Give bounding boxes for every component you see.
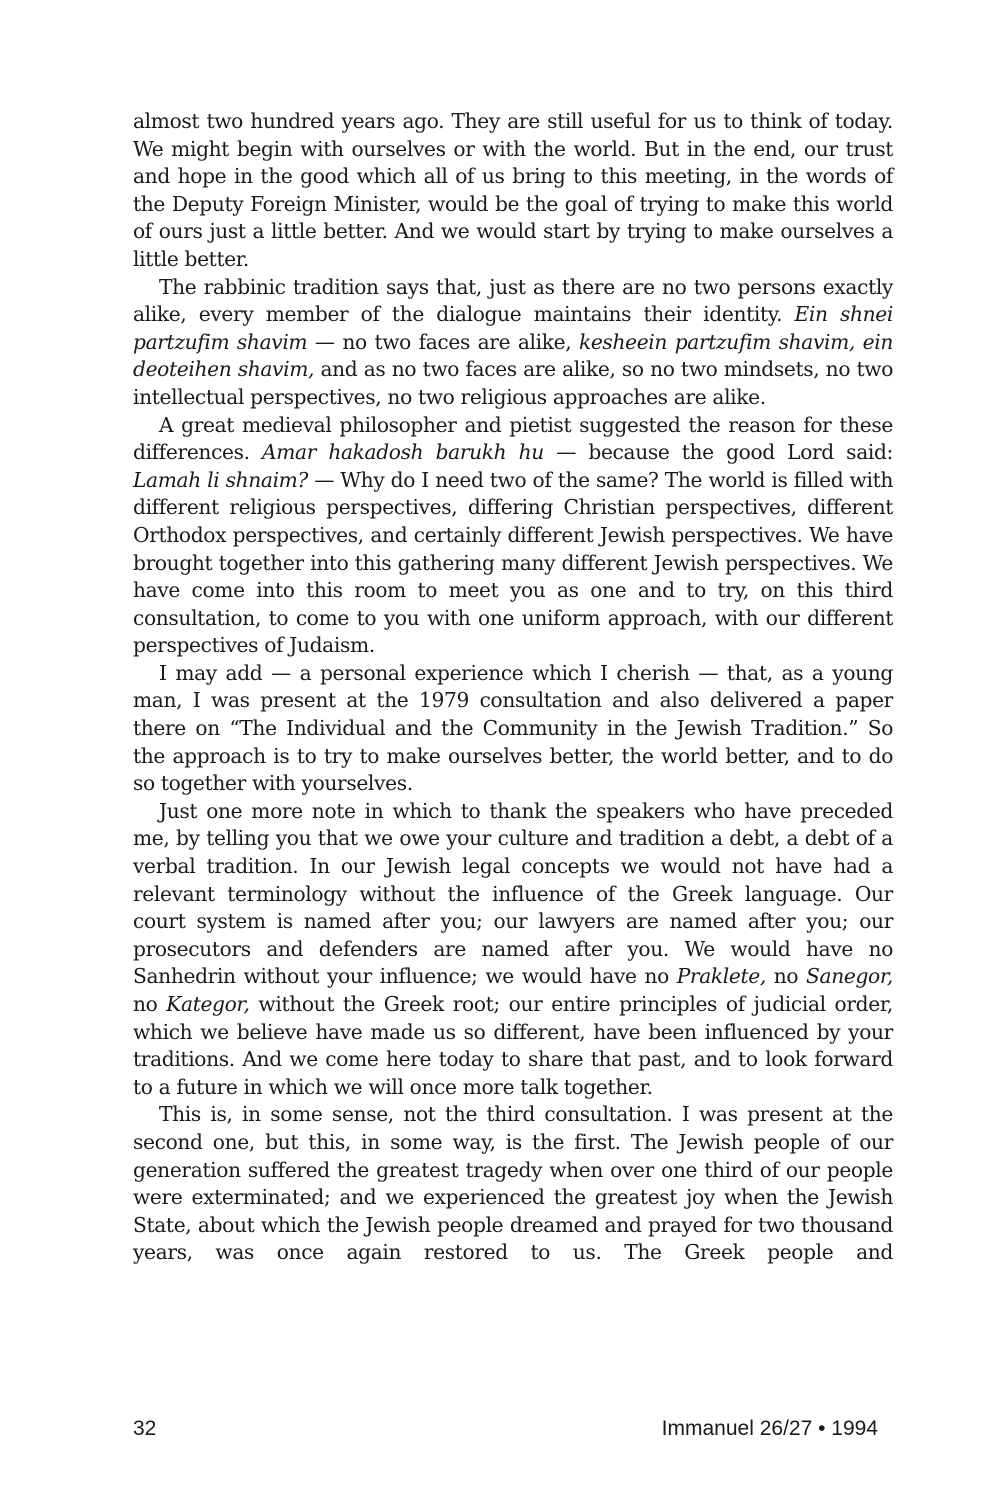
paragraph-3-text-2: — because the good Lord said: bbox=[543, 440, 894, 465]
paragraph-2-hebrew-phrase-2: kesheein partzufim shavim, ein deoteihen shavim, bbox=[133, 329, 893, 382]
paragraph-2-hebrew-phrase-1: Ein shnei partzufim shavim bbox=[133, 302, 893, 354]
paragraph-5 bbox=[133, 798, 893, 1102]
paragraph-5-term-sanegor: Sanegor, bbox=[806, 964, 893, 989]
paragraph-4 bbox=[133, 660, 893, 798]
paragraph-3-hebrew-phrase-2: Lamah li shnaim? bbox=[133, 467, 308, 492]
paragraph-1-text: almost two hundred years ago. They are still useful for us to think of today. We might begin with ourselves or with the world. But in the end, our trust and hope in the good which all of us bring to this meeting, in the words of the Deputy Foreign Minister, would be the goal of trying to make this world of ours just a little better. And we would start by trying to make ourselves a little better. bbox=[133, 109, 893, 271]
journal-footer: Immanuel 26/27 • 1994 bbox=[661, 1417, 878, 1440]
paragraph-3-hebrew-phrase-1: Amar hakadosh barukh hu bbox=[262, 440, 544, 465]
paragraph-3 bbox=[133, 412, 893, 660]
paragraph-2 bbox=[133, 274, 893, 412]
paragraph-1 bbox=[133, 108, 893, 274]
paragraph-3-text-1: A great medieval philosopher and pietist suggested the reason for these differences. bbox=[133, 412, 893, 465]
paragraph-4-text: I may add — a personal experience which I cherish — that, as a young man, I was present at the 1979 consultation and also delivered a paper there on “The Individual and the Community in the Jewish Tradition.” So the approach is to try to make ourselves better, the world better, and to do so together with yourselves. bbox=[133, 660, 893, 796]
paragraph-2-text-3: and as no two faces are alike, so no two mindsets, no two intellectual perspectives, no two religious approaches are alike. bbox=[133, 357, 893, 409]
paragraph-2-text-1: The rabbinic tradition says that, just as there are no two persons exactly alike, every member of the dialogue maintains their identity. bbox=[133, 274, 893, 327]
paragraph-5-term-praklete: Praklete, bbox=[676, 964, 766, 989]
paragraph-5-term-kategor: Kategor, bbox=[166, 992, 250, 1016]
paragraph-5-text-1: Just one more note in which to thank the speakers who have preceded me, by telling you that we owe your culture and tradition a debt, a debt of a verbal tradition. In our Jewish legal concepts we would not have had a relevant terminology without the influence of the Greek language. Our court system is named after you; our lawyers are named after you; our prosecutors and defenders are named after you. We would have no Sanhedrin without your influence; we would have no bbox=[133, 798, 893, 989]
body-text bbox=[133, 108, 893, 1267]
paragraph-5-text-4: without the Greek root; our entire principles of judicial order, which we believe have made us so different, have been influenced by your traditions. And we come here today to share that past, and to look forward to a future in which we will once more talk together. bbox=[133, 992, 893, 1099]
paragraph-6 bbox=[133, 1101, 893, 1267]
paragraph-5-text-2: no bbox=[765, 964, 807, 989]
page-number: 32 bbox=[133, 1417, 157, 1440]
paragraph-2-text-2: — no two faces are alike, bbox=[307, 329, 579, 354]
paragraph-3-text-3: — Why do I need two of the same? The world is filled with different religious perspectives, differing Christian perspectives, different Orthodox perspectives, and certainly different Jewish perspectives. We have brought together into this gathering many different Jewish perspectives. We have come into this room to meet you as one and to try, on this third consultation, to come to you with one uniform approach, with our different perspectives of Judaism. bbox=[133, 467, 894, 658]
paragraph-5-text-3: no bbox=[133, 992, 167, 1016]
paragraph-6-text: This is, in some sense, not the third consultation. I was present at the second one, but this, in some way, is the first. The Jewish people of our generation suffered the greatest tragedy when over one third of our people were exterminated; and we experienced the greatest joy when the Jewish State, about which the Jewish people dreamed and prayed for two thousand years, was once again restored to us. The Greek people and bbox=[133, 1102, 893, 1265]
